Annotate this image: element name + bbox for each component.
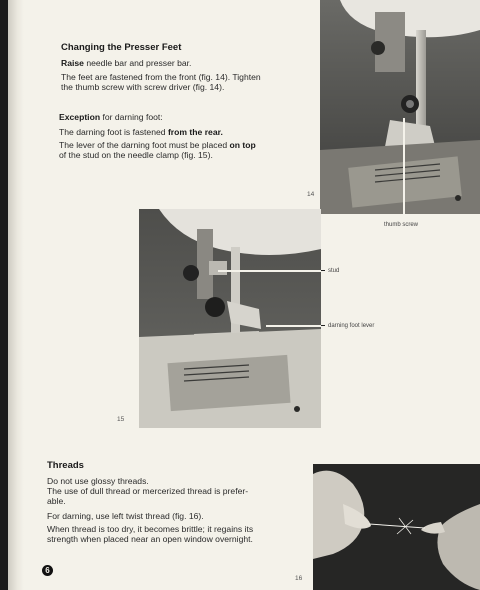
- darning-line-2: [59, 140, 256, 151]
- figure-15-number: 15: [117, 416, 125, 423]
- thumb-screw-caption: thumb screw: [384, 222, 419, 228]
- raise-instruction: [61, 58, 191, 69]
- figure-14-photo: [320, 0, 480, 214]
- from-the-rear-bold: from the rear.: [167, 127, 223, 137]
- darning-line-1: [59, 127, 223, 138]
- figure-16-illustration: [313, 464, 480, 590]
- raise-bold: Raise: [61, 58, 84, 68]
- page-binding-shadow: [8, 0, 24, 590]
- thumb-screw-leader-line: [403, 118, 405, 218]
- figure-14-number: 14: [307, 191, 315, 198]
- stud-caption: stud: [328, 268, 340, 274]
- section-heading-presser-feet: Changing the Presser Feet: [61, 42, 182, 53]
- lever-leader-line: [266, 325, 321, 327]
- threads-line-5: When thread is too dry, it becomes brittle; it regains its: [47, 524, 254, 534]
- darning-line-1-text: The darning foot is fastened: [59, 127, 168, 137]
- figure-14-illustration: [320, 0, 480, 214]
- figure-16-number: 16: [295, 575, 303, 582]
- manual-page: [8, 0, 480, 590]
- darning-foot-lever-caption: darning foot lever: [328, 323, 375, 329]
- lever-leader-line-outside: [321, 325, 325, 326]
- stud-leader-line-outside: [321, 270, 325, 271]
- figure-15-illustration: [139, 209, 321, 428]
- exception-heading: [59, 112, 163, 123]
- threads-line-2: The use of dull thread or mercerized thread is prefer-: [47, 486, 249, 496]
- threads-line-1: Do not use glossy threads.: [47, 476, 149, 486]
- page-number-badge: 6: [42, 565, 53, 576]
- threads-heading: Threads: [47, 460, 84, 471]
- threads-line-6: strength when placed near an open window overnight.: [47, 534, 253, 544]
- threads-line-4: For darning, use left twist thread (fig. 16).: [47, 511, 204, 521]
- exception-bold: Exception: [59, 112, 101, 122]
- fasten-line-2: the thumb screw with screw driver (fig. 14).: [61, 82, 225, 92]
- figure-15-photo: [139, 209, 321, 428]
- stud-leader-line: [218, 270, 321, 272]
- raise-rest: needle bar and presser bar.: [83, 58, 192, 68]
- darning-line-2-text: The lever of the darning foot must be placed: [59, 140, 230, 150]
- fasten-line-1: The feet are fastened from the front (fig. 14). Tighten: [61, 72, 261, 82]
- threads-line-3: able.: [47, 496, 66, 506]
- on-top-bold: on top: [229, 140, 256, 150]
- darning-line-3: of the stud on the needle clamp (fig. 15).: [59, 150, 213, 160]
- exception-rest: for darning foot:: [100, 112, 163, 122]
- figure-16-photo: [313, 464, 480, 590]
